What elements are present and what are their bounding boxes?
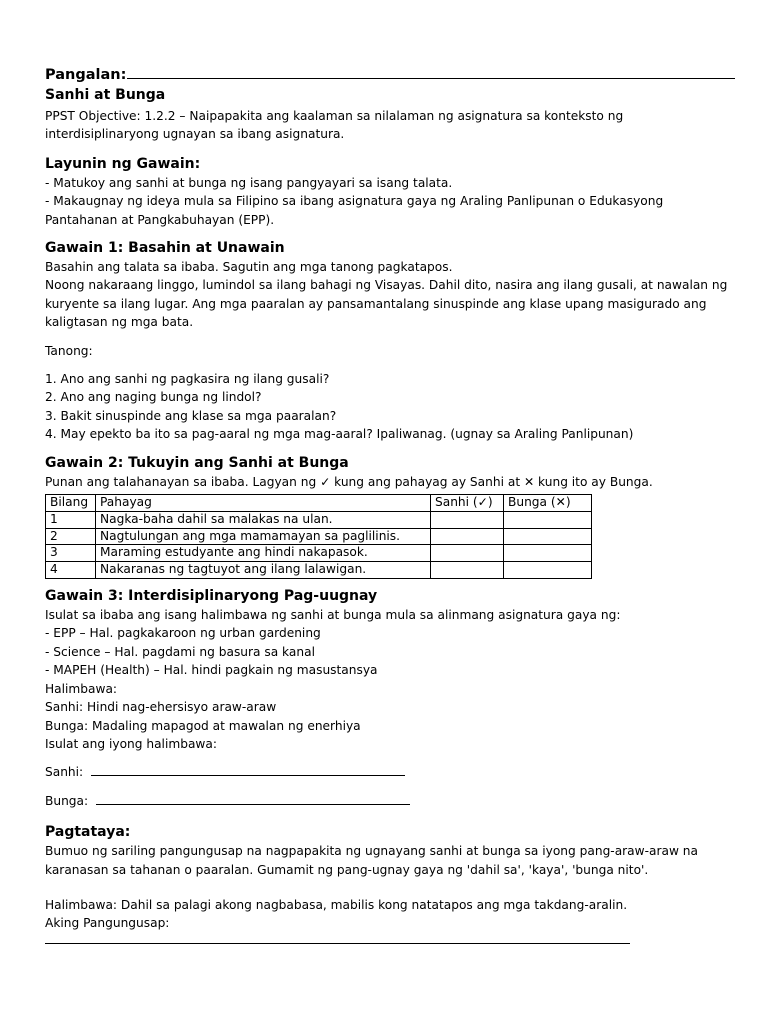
write-prompt: Isulat ang iyong halimbawa: (45, 736, 217, 751)
passage-line-3: kaligtasan ng mga bata. (45, 315, 194, 330)
row-statement: Nakaranas ng tagtuyot ang ilang lalawigan. (96, 562, 431, 579)
gawain3-heading: Gawain 3: Interdisiplinaryong Pag-uugnay (45, 588, 378, 605)
column-header-sanhi: Sanhi (✓) (431, 495, 504, 512)
passage-line-1: Noong nakaraang linggo, lumindol sa ilang bahagi ng Visayas. Dahil dito, nasira ang ilang gusali, at nawalan ng (45, 278, 728, 293)
row-statement: Nagtulungan ang mga mamamayan sa paglilinis. (96, 528, 431, 545)
name-row (45, 64, 735, 85)
table-row (46, 528, 592, 545)
objective-line-1: PPST Objective: 1.2.2 – Naipapakita ang kaalaman sa nilalaman ng asignatura sa konteksto ng (45, 109, 624, 123)
table-row (46, 511, 592, 528)
name-label: Pangalan: (45, 67, 127, 83)
example-sanhi: Sanhi: Hindi nag-ehersisyo araw-araw (45, 700, 277, 715)
column-header-pahayag: Pahayag (96, 495, 431, 512)
gawain2-instruction: Punan ang talahanayan sa ibaba. Lagyan ng ✓ kung ang pahayag ay Sanhi at ✕ kung ito ay Bunga. (45, 474, 653, 489)
row-number: 1 (46, 511, 96, 528)
sanhi-bunga-table (45, 494, 592, 579)
bunga-answer-cell[interactable] (504, 545, 592, 562)
pagtataya-heading: Pagtataya: (45, 824, 131, 841)
tanong-label: Tanong: (45, 343, 93, 358)
column-header-bunga: Bunga (✕) (504, 495, 592, 512)
sanhi-answer-line[interactable] (91, 763, 405, 776)
subject-item-epp: - EPP – Hal. pagkakaroon ng urban gardening (45, 626, 321, 641)
question-item: 4. May epekto ba ito sa pag-aaral ng mga mag-aaral? Ipaliwanag. (ugnay sa Araling Panlipunan) (45, 427, 634, 442)
row-number: 3 (46, 545, 96, 562)
objective-line-2: interdisiplinaryong ugnayan sa ibang asignatura. (45, 127, 345, 142)
layunin-item-2-line-1: - Makaugnay ng ideya mula sa Filipino sa ibang asignatura gaya ng Araling Panlipunan o Edukasyong (45, 194, 664, 209)
row-number: 2 (46, 528, 96, 545)
pagtataya-instruction-line-2: karanasan sa tahanan o paaralan. Gumamit ng pang-ugnay gaya ng 'dahil sa', 'kaya', 'bunga nito'. (45, 862, 649, 877)
sanhi-answer-cell[interactable] (431, 562, 504, 579)
sanhi-answer-row (45, 763, 735, 781)
row-statement: Maraming estudyante ang hindi nakapasok. (96, 545, 431, 562)
subject-item-science: - Science – Hal. pagdami ng basura sa kanal (45, 644, 315, 659)
bunga-answer-label: Bunga: (45, 793, 89, 808)
worksheet-page (45, 64, 735, 944)
own-sentence-line[interactable] (45, 933, 630, 944)
table-header-row (46, 495, 592, 512)
pagtataya-instruction-line-1: Bumuo ng sariling pangungusap na nagpapakita ng ugnayang sanhi at bunga sa iyong pang-araw-araw na (45, 844, 698, 859)
row-number: 4 (46, 562, 96, 579)
bunga-answer-cell[interactable] (504, 562, 592, 579)
sanhi-answer-cell[interactable] (431, 511, 504, 528)
own-sentence-label: Aking Pangungusap: (45, 916, 170, 931)
bunga-answer-row (45, 792, 735, 810)
halimbawa-label: Halimbawa: (45, 681, 118, 696)
question-item: 3. Bakit sinuspinde ang klase sa mga paaralan? (45, 408, 337, 423)
column-header-bilang: Bilang (46, 495, 96, 512)
row-statement: Nagka-baha dahil sa malakas na ulan. (96, 511, 431, 528)
sanhi-answer-cell[interactable] (431, 545, 504, 562)
page-title: Sanhi at Bunga (45, 87, 166, 103)
gawain1-instruction: Basahin ang talata sa ibaba. Sagutin ang mga tanong pagkatapos. (45, 260, 453, 275)
table-row (46, 562, 592, 579)
bunga-answer-cell[interactable] (504, 511, 592, 528)
question-item: 2. Ano ang naging bunga ng lindol? (45, 390, 262, 405)
passage-line-2: kuryente sa ilang lugar. Ang mga paaralan ay pansamantalang sinuspinde ang klase upang masigurado ang (45, 296, 707, 311)
table-row (46, 545, 592, 562)
bunga-answer-cell[interactable] (504, 528, 592, 545)
layunin-heading: Layunin ng Gawain: (45, 155, 201, 172)
example-bunga: Bunga: Madaling mapagod at mawalan ng enerhiya (45, 718, 361, 733)
question-item: 1. Ano ang sanhi ng pagkasira ng ilang gusali? (45, 372, 330, 387)
gawain2-heading: Gawain 2: Tukuyin ang Sanhi at Bunga (45, 454, 349, 471)
layunin-item-1: - Matukoy ang sanhi at bunga ng isang pangyayari sa isang talata. (45, 175, 453, 190)
bunga-answer-line[interactable] (96, 792, 410, 805)
sanhi-answer-label: Sanhi: (45, 765, 84, 780)
question-list (45, 370, 735, 444)
pagtataya-example: Halimbawa: Dahil sa palagi akong nagbabasa, mabilis kong natatapos ang mga takdang-aralin. (45, 897, 628, 912)
gawain1-heading: Gawain 1: Basahin at Unawain (45, 240, 285, 257)
name-blank-line (127, 64, 735, 79)
layunin-item-2-line-2: Pantahanan at Pangkabuhayan (EPP). (45, 212, 275, 227)
sanhi-answer-cell[interactable] (431, 528, 504, 545)
gawain3-instruction: Isulat sa ibaba ang isang halimbawa ng sanhi at bunga mula sa alinmang asignatura gaya ng: (45, 608, 621, 623)
subject-item-mapeh: - MAPEH (Health) – Hal. hindi pagkain ng masustansya (45, 663, 378, 678)
